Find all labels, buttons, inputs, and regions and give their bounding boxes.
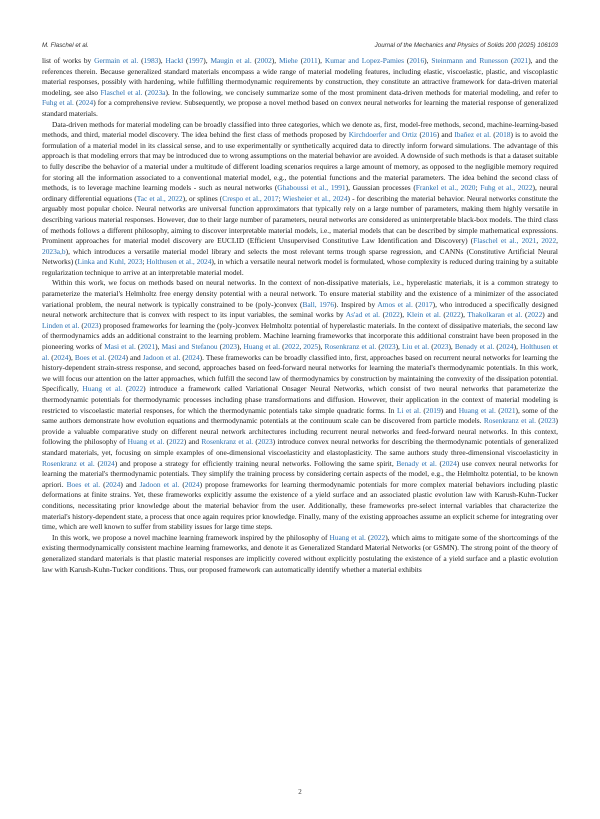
paragraph-text: ( <box>122 384 129 394</box>
citation-link[interactable]: Li et al. <box>396 405 421 415</box>
citation-link[interactable]: Masi and Stefanou <box>161 342 218 352</box>
citation-link[interactable]: Kirchdoerfer and Ortiz <box>348 130 418 140</box>
citation-link[interactable]: 2023 <box>433 342 449 352</box>
citation-link[interactable]: Holthusen et al., 2024 <box>146 257 212 267</box>
paragraph <box>42 56 558 120</box>
citation-link[interactable]: 2024 <box>110 352 126 362</box>
paragraph-text: ( <box>376 342 381 352</box>
paragraph-text: ) and <box>120 479 140 489</box>
citation-link[interactable]: Kumar and Lopez-Pamies <box>324 56 405 65</box>
citation-link[interactable]: 2016 <box>421 130 437 140</box>
paragraph-text: ), <box>424 56 432 65</box>
paragraph-text: ( <box>297 56 304 65</box>
citation-link[interactable]: Linka and Kuhl, 2023 <box>77 257 143 267</box>
paragraph-text: ) propose frameworks for learning thermodynamic potentials for more complex material behaviors including plastic deformations at finite strains. Yet, these frameworks explicitly assume the existence of a yield surface and an associated plastic evolution law with Karush-Kuhn-Tucker conditions, necessitating prior knowledge about the material behavior from the user. Additionally, these frameworks pre-select internal variables that characterize the material's history-dependent state, a process that once again requires prior knowledge. Finally, many of the existing approaches assume an explicit scheme for integrating over time, which are well known to suffer from stability issues for large time steps. <box>42 479 558 532</box>
paragraph-text: ), <box>395 342 403 352</box>
paragraph-text: ( <box>495 405 501 415</box>
paragraph-text: ( <box>180 352 185 362</box>
paragraph-text: ; <box>475 183 481 193</box>
paragraph-text: ), which introduces a versatile material model library and selects the most relevant terms trough sparse regression, and CANNs (Constitutive Artificial Neural Networks) ( <box>42 246 558 267</box>
paragraph-text: ( <box>100 479 106 489</box>
paragraph-text: ( <box>106 352 111 362</box>
paragraph-text: ), <box>203 56 211 65</box>
citation-link[interactable]: 1983 <box>143 56 159 65</box>
paragraph-text: ( <box>183 56 189 65</box>
citation-link[interactable]: Masi et al. <box>104 342 136 352</box>
paragraph-text: ( <box>508 56 514 65</box>
citation-link[interactable]: Frankel et al., 2020 <box>415 183 476 193</box>
paragraph-text: ; <box>278 193 283 203</box>
citation-link[interactable]: 2023 <box>540 416 556 426</box>
paragraph-text: ) and propose a strategy for efficiently training neural networks. Following the same spirit, <box>114 458 397 468</box>
paragraph-text: ( <box>420 405 426 415</box>
citation-link[interactable]: 2022 <box>168 437 184 447</box>
paragraph-text: ) and <box>436 130 455 140</box>
page-number: 2 <box>298 788 302 796</box>
paragraph-text: ( <box>429 342 434 352</box>
citation-link[interactable]: 2024 <box>105 479 121 489</box>
paragraph-text: ; <box>142 257 147 267</box>
citation-link[interactable]: 2018 <box>495 130 511 140</box>
citation-link[interactable]: Germain et al. <box>94 56 139 65</box>
paragraph-text: ). In the following, we concisely summarize some of the most prominent data-driven methods for material modeling, and refer to <box>165 87 558 97</box>
paragraph-text: ). These frameworks can be broadly classified into, first, approaches based on recurrent neural networks for learning the history-dependent strain-stress response, and second, approaches based on feed-forward neural networks for learning the material's thermodynamic potentials. In this work, we will focus our attention on the latter approaches, which fulfill the second law of thermodynamics by construction by maintaining the convexity of the dissipation potential. Specifically, <box>42 352 558 394</box>
citation-link[interactable]: Rosenkranz et al. <box>42 458 95 468</box>
paragraph-text: ( <box>49 352 54 362</box>
citation-link[interactable]: Tac et al., 2022 <box>136 193 183 203</box>
citation-link[interactable]: 2024 <box>184 479 200 489</box>
paragraph-text: ), <box>399 310 407 320</box>
citation-link[interactable]: 2022 <box>370 532 386 542</box>
citation-link[interactable]: Linden et al. <box>42 320 80 330</box>
paragraph-text: , <box>536 236 542 246</box>
citation-link[interactable]: Miehe <box>278 56 298 65</box>
paragraph-text: ( <box>164 437 169 447</box>
paragraph-text: Data-driven methods for material modeling can be broadly classified into three categories, which we denote as, first, model-free methods, second, machine-learning-based methods, and third, material model discovery. The idea behind the first class of methods proposed by <box>42 119 558 140</box>
citation-link[interactable]: Liu et al. <box>402 342 430 352</box>
citation-link[interactable]: 2021 <box>500 405 516 415</box>
citation-link[interactable]: 2017 <box>417 299 433 309</box>
paragraph-text: ), or splines ( <box>182 193 223 203</box>
citation-link[interactable]: Maugin et al. <box>210 56 252 65</box>
citation-link[interactable]: Rosenkranz et al. <box>201 437 254 447</box>
citation-link[interactable]: Boes et al. <box>74 352 107 362</box>
citation-link[interactable]: 2011 <box>303 56 318 65</box>
citation-link[interactable]: 2024 <box>78 98 94 108</box>
paragraph-text: ( <box>73 98 79 108</box>
paragraph-text: ), in which a versatile neural network model is formulated, whose complexity is reduced during training by a suitable regularization technique to arrive at an interpretable material model. <box>42 257 558 277</box>
paragraph-text: ) and <box>542 310 558 320</box>
citation-link[interactable]: 2023a <box>147 87 166 97</box>
paragraph-text: ), <box>237 342 244 352</box>
paragraph-text: ) for a comprehensive review. Subsequently, we propose a novel method based on convex neural networks for learning the material response of generalized standard materials. <box>42 98 558 118</box>
citation-link[interactable]: 2024 <box>498 342 514 352</box>
paragraph-text: ), <box>317 56 325 65</box>
paragraph-text: ( <box>380 310 386 320</box>
citation-link[interactable]: 2024 <box>184 352 200 362</box>
citation-link[interactable]: Klein et al. <box>406 310 441 320</box>
citation-link[interactable]: Crespo et al., 2017 <box>222 193 279 203</box>
citation-link[interactable]: 2022 <box>284 342 300 352</box>
paragraph-text: In this work, we propose a novel machine learning framework inspired by the philosophy of <box>52 532 330 542</box>
paragraph-text: ( <box>404 56 410 65</box>
citation-link[interactable]: Jadoon et al. <box>139 479 180 489</box>
paragraph-text: ( <box>417 130 422 140</box>
citation-link[interactable]: 1997 <box>188 56 204 65</box>
citation-link[interactable]: 2024 <box>442 458 457 468</box>
citation-link[interactable]: Amos et al. <box>377 299 413 309</box>
paragraph-text: ), neural ordinary differential equations ( <box>42 183 558 203</box>
paragraph-text: ) provide a valuable comparative study on different neural network architectures including recurrent neural networks and feed-forward neural networks. In this context, following the philosophy of <box>42 416 558 447</box>
paragraph-text: ( <box>491 130 496 140</box>
paragraph-text: ), <box>448 342 455 352</box>
citation-link[interactable]: Huang et al. <box>329 532 366 542</box>
paragraph-text: ), some of the same authors demonstrate how evolution equations and thermodynamic potentials at the continuum scale can be discovered from particle models. <box>42 405 559 426</box>
citation-link[interactable]: 2024 <box>99 458 115 468</box>
citation-link[interactable]: 2022 <box>527 310 543 320</box>
citation-link[interactable]: Huang et al. <box>458 405 496 415</box>
citation-link[interactable]: 2023 <box>380 342 396 352</box>
paragraph-text: ) introduce convex neural networks for describing the thermodynamic potentials of generalized standard materials, yet, focusing on simple examples of one-dimensional viscoelasticity and elastoplasticity. The same authors study three-dimensional viscoelasticity in <box>42 437 559 457</box>
citation-link[interactable]: 2025 <box>303 342 319 352</box>
citation-link[interactable]: Huang et al. <box>243 342 280 352</box>
citation-link[interactable]: 2021 <box>513 56 529 65</box>
paragraph-text: ), who introduced a specifically designed neural network architecture that is convex with respect to its input variables, the seminal works by <box>42 299 558 320</box>
paragraph-text: ( <box>94 458 100 468</box>
paragraph-text: ) and <box>183 437 202 447</box>
citation-link[interactable]: Rosenkranz et al. <box>324 342 377 352</box>
citation-link[interactable]: 2023 <box>222 342 237 352</box>
citation-link[interactable]: As'ad et al. <box>345 310 380 320</box>
paragraph-text: ( <box>251 56 257 65</box>
paragraph-text: , <box>556 236 558 246</box>
citation-link[interactable]: Flaschel et al. <box>100 87 143 97</box>
citation-link[interactable]: 2002 <box>257 56 272 65</box>
citation-link[interactable]: Holthusen et al. <box>42 342 558 362</box>
paragraph-text: ), Gaussian processes ( <box>345 183 416 193</box>
paragraph-text: Within this work, we focus on methods based on neural networks. In the context of non-dissipative materials, i.e., hyperelastic materials, it is a common strategy to parameterize the material's Helmholtz free energy density potential with a neural network. To ensure material stability and the existence of a minimizer of the associated variational problem, the neural network is typically constrained to be (poly-)convex ( <box>42 278 558 309</box>
citation-link[interactable]: Ibañez et al. <box>454 130 491 140</box>
paragraph-text: ) and <box>440 405 459 415</box>
citation-link[interactable]: Ghaboussi et al., 1991 <box>277 183 346 193</box>
paragraph-text: ( <box>142 87 148 97</box>
paragraph-text: ( <box>412 299 418 309</box>
paragraph-text: ). Inspired by <box>334 299 378 309</box>
paragraph-text: ( <box>138 56 144 65</box>
paragraph-text: ( <box>279 342 285 352</box>
citation-link[interactable]: Hackl <box>165 56 184 65</box>
paragraph-text: ( <box>522 310 528 320</box>
paragraph-text: ( <box>365 532 371 542</box>
citation-link[interactable]: Benady et al. <box>454 342 495 352</box>
paragraph-text: ( <box>436 458 442 468</box>
citation-link[interactable]: 2023 <box>83 320 99 330</box>
citation-link[interactable]: Steinmann and Runesson <box>431 56 509 65</box>
paragraph-text: ) and <box>125 352 143 362</box>
citation-link[interactable]: Thakolkaran et al. <box>467 310 523 320</box>
paragraph-text: ), <box>155 342 162 352</box>
paragraph-text: ( <box>217 342 223 352</box>
paragraph-text: ), <box>513 342 521 352</box>
paragraph-text: ) - for describing the material behavior. Neural networks constitute the arguably most popular choice. Neural networks are universal function approximators that typically rely on a large number of parameters, making them highly versatile in describing various material responses. However, due to their large number of parameters, neural networks are considered as uninterpretable black-box models. The third class of methods follows a different philosophy, aiming to discover interpretable material models, i.e., material models that can be described by simple mathematical expressions. Prominent approaches for material model discovery are EUCLID (Efficient Unsupervised Constitutive Law Identification and Discovery) ( <box>42 193 559 246</box>
paragraph <box>42 533 558 575</box>
paragraph-text: ( <box>535 416 541 426</box>
body-text <box>42 56 558 575</box>
citation-link[interactable]: Jadoon et al. <box>142 352 181 362</box>
paragraph-text: , <box>299 342 304 352</box>
citation-link[interactable]: Ball, 1976 <box>302 299 335 309</box>
header-journal: Journal of the Mechanics and Physics of Solids 200 (2025) 106103 <box>374 42 558 49</box>
paragraph-text: ), <box>460 310 468 320</box>
paragraph <box>42 278 558 532</box>
paragraph-text: ( <box>253 437 258 447</box>
citation-link[interactable]: Fuhg et al. <box>42 98 74 108</box>
citation-link[interactable]: 2023 <box>257 437 273 447</box>
paragraph-text: ( <box>79 320 84 330</box>
paragraph-text: ( <box>440 310 446 320</box>
paragraph-text: ), <box>318 342 325 352</box>
paragraph-text: ) is to avoid the formulation of a material model in its classical sense, and to use experimentally or synthetically acquired data to directly inform forward simulations. The advantage of this approach is that modeling errors that may be introduced due to wrong assumptions on the material behavior are avoided. A downside of such methods is that a dataset suitable to fully describe the behavior of a material under a multitude of different loading scenarios requires a large amount of memory, as opposed to the negligible memory required for storing all the information associated to a conventional material model, e.g., the potential functions and the material parameters. The idea behind the second class of methods, is to leverage machine learning models - such as neural networks ( <box>42 130 559 193</box>
paragraph-text: ) introduce a framework called Variational Onsager Neural Networks, which consist of two neural networks that parameterize the thermodynamic potentials for thermodynamic processes including phase transformations and diffusion. However, their application in the context of material modeling is restricted to viscoelastic material responses, for which the thermodynamic potentials take simple quadratic forms. In <box>42 384 558 415</box>
citation-link[interactable]: Benady et al. <box>396 458 437 468</box>
header-authors: M. Flaschel et al. <box>42 42 89 49</box>
citation-link[interactable]: 2022 <box>128 384 144 394</box>
citation-link[interactable]: Fuhg et al., 2022 <box>480 183 533 193</box>
citation-link[interactable]: 2016 <box>409 56 425 65</box>
citation-link[interactable]: Boes et al. <box>66 479 101 489</box>
paragraph <box>42 120 558 279</box>
paragraph-text: ( <box>135 342 141 352</box>
citation-link[interactable]: Huang et al. <box>127 437 165 447</box>
paragraph-text: ), <box>158 56 166 65</box>
citation-link[interactable]: 2024 <box>53 352 69 362</box>
paragraph-text: ), <box>68 352 75 362</box>
citation-link[interactable]: Huang et al. <box>82 384 123 394</box>
paragraph-text: ) use convex neural networks for learning the material's thermodynamic potentials. They simplify the training process by considering certain aspects of the model, e.g., the Helmholtz potential, to be known apriori. <box>42 458 559 489</box>
citation-link[interactable]: 2019 <box>425 405 441 415</box>
citation-link[interactable]: Wiesheier et al., 2024 <box>282 193 348 203</box>
paragraph-text: ( <box>179 479 185 489</box>
paragraph-text: ) proposed frameworks for learning the (poly-)convex Helmholtz potential of hyperelastic materials. In the context of dissipative materials, the second law of thermodynamics adds an additional constraint to the learning problem. Machine learning frameworks that incorporate this additional constraint have been proposed in the pioneering works of <box>42 320 559 352</box>
citation-link[interactable]: 2022 <box>385 310 400 320</box>
citation-link[interactable]: 2021 <box>140 342 156 352</box>
citation-link[interactable]: 2022 <box>445 310 461 320</box>
paragraph-text: list of works by <box>42 56 95 65</box>
paragraph-text: ), which aims to mitigate some of the shortcomings of the existing thermodynamically consistent machine learning frameworks, and denote it as Generalized Standard Material Networks (or GSMN). The strong point of the theory of generalized standard materials is that plastic material responses are implicitly covered without explicitly postulating the existence of a yield surface and a plastic evolution law with Karush-Kuhn-Tucker conditions. Thus, our proposed framework can automatically identify whether a material exhibits <box>42 532 558 574</box>
paragraph-text: ), <box>271 56 279 65</box>
citation-link[interactable]: Flaschel et al., 2021 <box>473 236 537 246</box>
paragraph-text: ), and the references therein. Because generalized standard materials encompass a wide range of material modeling features, including elastic, viscoelastic, plastic, and viscoplastic material responses, possibly with hardening, while fulfilling thermodynamic requirements by construction, they constitute an attractive framework for data-driven material modeling, see also <box>42 56 558 97</box>
citation-link[interactable]: Rosenkranz et al. <box>483 416 536 426</box>
citation-link[interactable]: 2023a,b <box>42 246 66 256</box>
citation-link[interactable]: 2022 <box>541 236 557 246</box>
paragraph-text: ( <box>494 342 499 352</box>
